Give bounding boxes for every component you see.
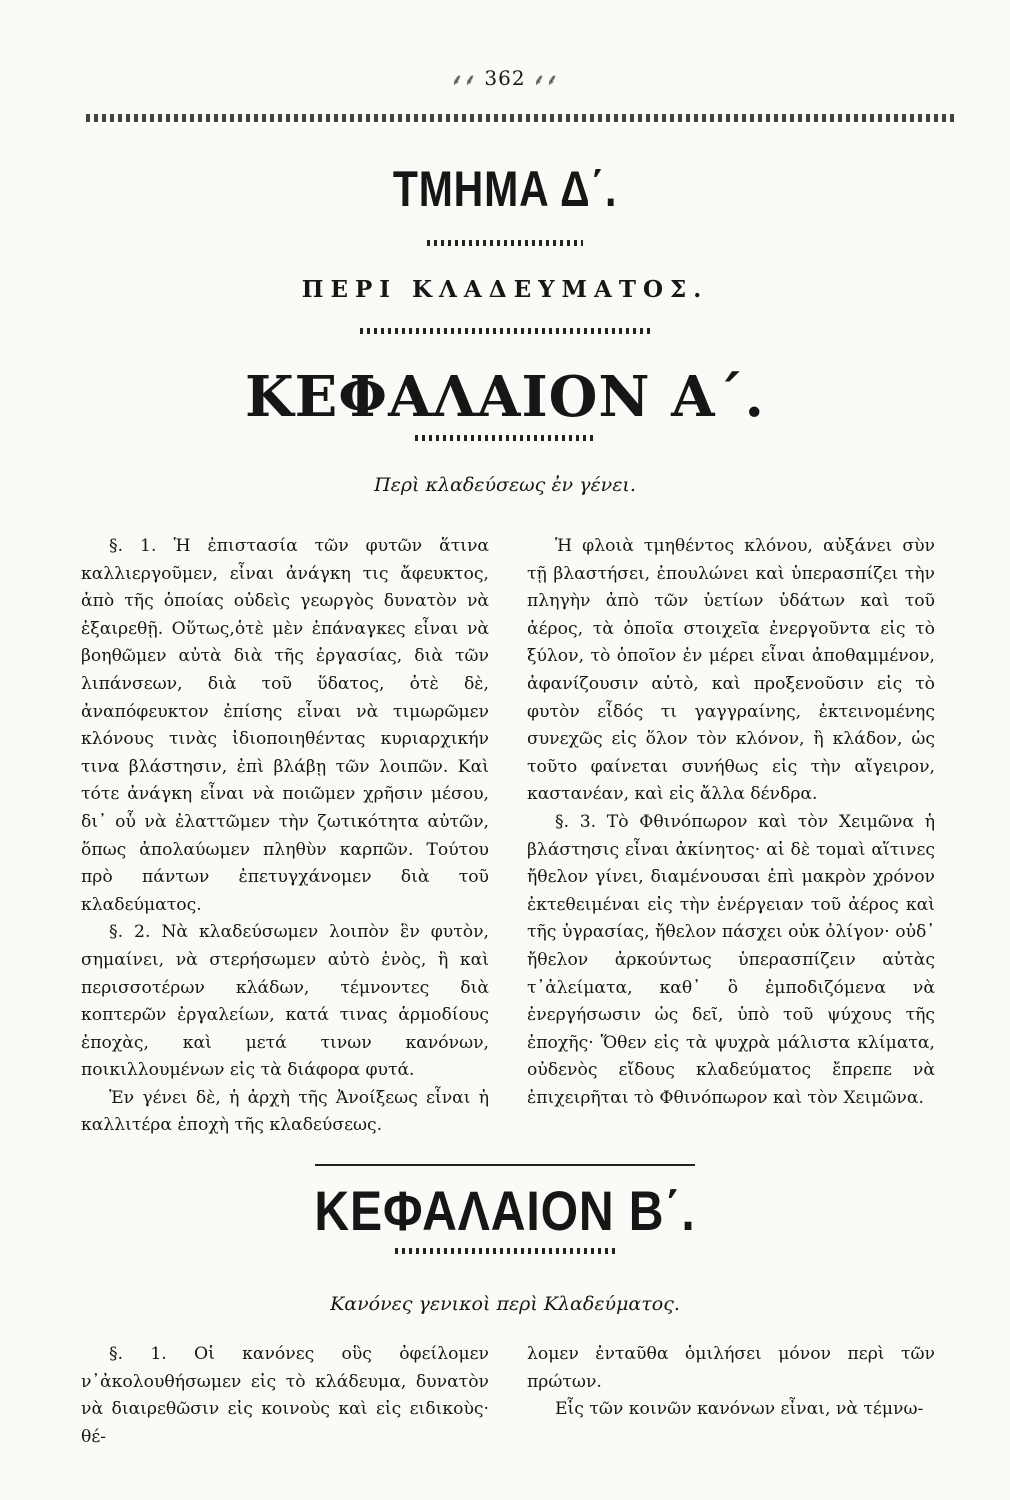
chapter-b-subtitle: Κανόνες γενικοὶ περὶ Κλαδεύματος. (330, 1293, 680, 1315)
subtitle-divider (360, 328, 650, 334)
chapter-a-left-column (81, 533, 489, 1140)
paragraph: §. 1. Οἱ κανόνες οὓς ὀφείλομεν ν᾽ἀκολουθήσωμεν εἰς τὸ κλάδευμα, δυνατὸν νὰ διαιρεθῶσιν εἰς κοινοὺς καὶ εἰς ειδικοὺς· θέ- (81, 1344, 489, 1447)
right-ornament: ⸙⸙ (532, 70, 559, 89)
chapter-a-divider (415, 435, 595, 441)
paragraph: Ἐν γένει δὲ, ἡ ἀρχὴ τῆς Ἀνοίξεως εἶναι ἡ καλλιτέρα ἐποχὴ τῆς κλαδεύσεως. (81, 1087, 489, 1136)
paragraph: λομεν ἐνταῦθα ὁμιλήσει μόνον περὶ τῶν πρώτων. (527, 1344, 935, 1392)
paragraph: §. 3. Τὸ Φθινόπωρον καὶ τὸν Χειμῶνα ἡ βλάστησις εἶναι ἀκίνητος· αἱ δὲ τομαὶ αἵτινες ἤθελον γίνει, διαμένουσαι ἐπὶ μακρὸν χρόνον ἐκτεθειμέναι εἰς τὴν ἐνέργειαν τοῦ ἀέρος καὶ τῆς ὑγρασίας, ἤθελον πάσχει οὐκ ὀλίγον· οὐδ᾽ ἤθελον ἀρκούντως ὑπερασπίζειν αὐτὰς τ᾽ἀλείματα, καθ᾽ ὃ ἐμποδιζόμενα νὰ ἐνεργήσωσιν ὡς δεῖ, ὑπὸ τοῦ ψύχους τῆς ἐποχῆς· Ὅθεν εἰς τὰ ψυχρὰ μάλιστα κλίματα, οὐδενὸς εἴδους κλαδεύματος ἔπρεπε νὰ ἐπιχειρῆται τὸ Φθινόπωρον καὶ τὸν Χειμῶνα. (527, 811, 935, 1108)
chapter-b-divider (395, 1248, 615, 1254)
paragraph: Εἷς τῶν κοινῶν κανόνων εἶναι, νὰ τέμνω- (555, 1399, 924, 1420)
paragraph: §. 2. Νὰ κλαδεύσωμεν λοιπὸν ἓν φυτὸν, σημαίνει, νὰ στερήσωμεν αὐτὸ ἑνὸς, ἢ καὶ περισσοτέρων κλάδων, τέμνοντες διὰ κοπτερῶν ἐργαλείων, κατά τινας ἁρμοδίους ἐποχὰς, καὶ μετά τινων κανόνων, ποικιλλουμένων εἰς τὰ διάφορα φυτά. (81, 922, 489, 1081)
page-number: 362 (484, 66, 526, 90)
section-title: ΤΜΗΜΑ Δ΄. (392, 161, 618, 217)
page-header (0, 66, 1010, 90)
chapter-a-title: ΚΕΦΑΛΑΙΟΝ Α΄. (244, 364, 766, 430)
paragraph: §. 1. Ἡ ἐπιστασία τῶν φυτῶν ἅτινα καλλιεργοῦμεν, εἶναι ἀνάγκη τις ἄφευκτος, ἀπὸ τῆς ὁποίας οὐδεὶς γεωργὸς δυνατὸν νὰ ἐξαιρεθῇ. Οὕτως,ὁτὲ μὲν ἐπάναγκες εἶναι νὰ βοηθῶμεν αὐτὰ διὰ τῆς ἐργασίας, διὰ τῶν λιπάνσεων, διὰ τοῦ ὕδατος, ὁτὲ δὲ, ἀναπόφευκτον ἐπίσης εἶναι νὰ τιμωρῶμεν κλόνους τινὰς ἰδιοποιηθέντας κυριαρχικήν τινα βλάστησιν, ἐπὶ βλάβῃ τῶν λοιπῶν. Καὶ τότε ἀνάγκη εἶναι νὰ ποιῶμεν χρῆσιν μέσου, δι᾽ οὗ νὰ ἐλαττῶμεν τὴν ζωτικότητα αὐτῶν, ὅπως ἀπολαύωμεν πληθὺν καρπῶν. Τούτου πρὸ πάντων ἐπετυγχάνομεν διὰ τοῦ κλαδεύματος. (81, 536, 489, 915)
chapter-a-right-column (527, 533, 935, 1112)
top-decorative-rule (86, 114, 956, 122)
paragraph: Ἡ φλοιὰ τμηθέντος κλόνου, αὐξάνει σὺν τῇ βλαστήσει, ἐπουλώνει καὶ ὑπερασπίζει τὴν πληγὴν ἀπὸ τῶν ὑετίων ὑδάτων καὶ τοῦ ἀέρος, τὰ ὁποῖα στοιχεῖα ἐνεργοῦντα εἰς τὸ ξύλον, τὸ ὁποῖον ἐν μέρει εἶναι ἀποθαμμένον, ἀφανίζουσιν αὐτὸ, καὶ προξενοῦσιν εἰς τὸ φυτὸν εἶδός τι γαγγραίνης, ἐκτεινομένης συνεχῶς εἰς ὅλον τὸν κλόνον, ἢ κλάδον, ὡς τοῦτο φαίνεται συνήθως εἰς τὴν αἴγειρον, καστανέαν, καὶ εἰς ἄλλα δένδρα. (527, 536, 935, 805)
chapter-b-left-column (81, 1341, 489, 1451)
chapter-separator (315, 1164, 695, 1166)
chapter-a-subtitle: Περὶ κλαδεύσεως ἐν γένει. (374, 474, 636, 496)
section-divider (427, 240, 583, 246)
section-subtitle: ΠΕΡΙ ΚΛΑΔΕΥΜΑΤΟΣ. (301, 276, 709, 303)
chapter-b-title: ΚΕΦΑΛΑΙΟΝ Β΄. (314, 1179, 696, 1242)
chapter-b-right-column (527, 1341, 935, 1424)
left-ornament: ⸙⸙ (451, 70, 478, 89)
